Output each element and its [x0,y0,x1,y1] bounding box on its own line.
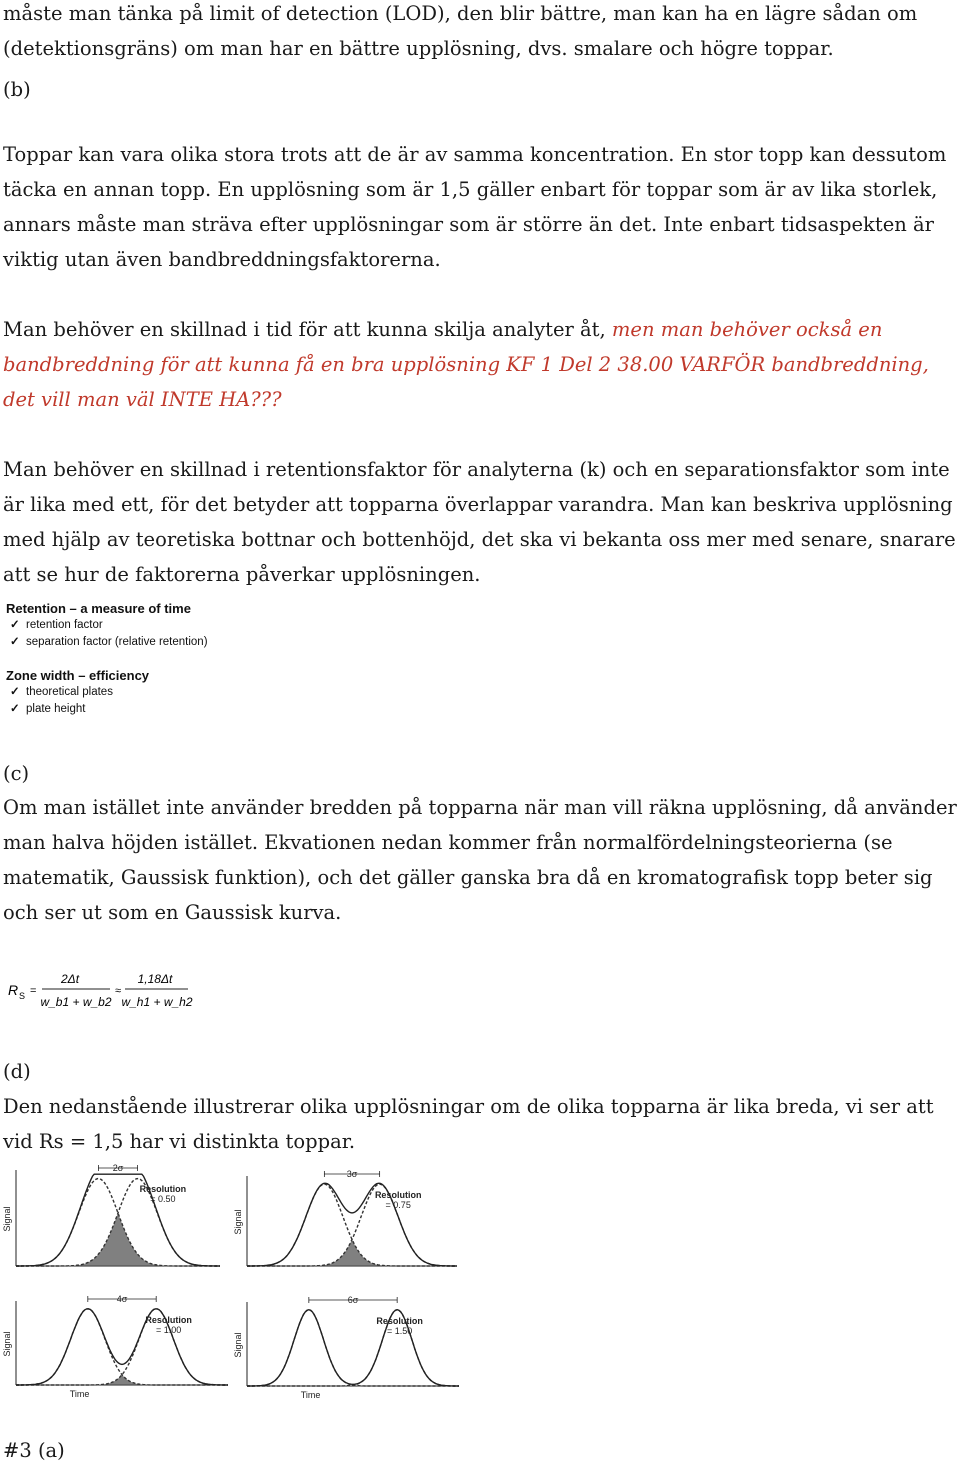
resolution-value: = 0.75 [385,1200,411,1210]
resolution-value: = 0.50 [150,1194,176,1204]
paragraph-peak-sizes: Toppar kan vara olika stora trots att de är av samma koncentration. En stor topp kan dessutom täcka en annan topp. En upplösning som är 1,5 gäller enbart för toppar som är av lika storlek, annars måste man sträva efter upplösningar som är större än det. Inte enbart tidsaspekten är viktig utan även bandbreddningsfaktorerna. [3,143,947,271]
resolution-label: Resolution [376,1316,423,1326]
resolution-label: Resolution [145,1315,192,1325]
paragraph-half-height: Om man istället inte använder bredden på topparna när man vill räkna upplösning, då använder man halva höjden istället. Ekvationen nedan kommer från normalfördelningsteorierna (se matematik, Gaussisk funktion), och det gäller ganska bra då en kromatografisk topp beter sig och ser ut som en Gaussisk kurva. [3,796,957,924]
resolution-value: = 1.00 [155,1325,182,1335]
check-icon: ✓ [10,619,20,631]
resolution-chart-150 [233,1292,463,1400]
separation-label: 4σ [116,1294,128,1304]
zone-width-item: ✓ theoretical plates [6,684,208,701]
separation-label: 6σ [347,1295,359,1305]
annotation-note: men man behöver också en bandbreddning för att kunna få en bra upplösning KF 1 Del 2 38.00 VARFÖR bandbreddning, det vill man väl INTE HA??? [3,318,929,411]
equation-lhs: R [8,982,19,998]
resolution-chart-050 [2,1160,224,1272]
zone-width-heading: Zone width – efficiency [6,668,150,683]
paragraph-text: Man behöver en skillnad i tid för att kunna skilja analyter åt, [3,318,612,341]
x-axis-label: Time [300,1390,321,1400]
equation-numerator-2: 1,18Δt [137,972,173,986]
peak-curve-2 [247,1310,459,1386]
peak-curve-1 [16,1309,228,1385]
retention-efficiency-figure [6,600,208,718]
resolution-chart-100 [2,1291,232,1399]
equation-equals: = [30,985,37,997]
check-icon: ✓ [10,636,20,648]
section-label-b: (b) [3,78,31,101]
resolution-label: Resolution [374,1190,422,1200]
y-axis-label: Signal [233,1332,243,1358]
section-label-d: (d) [3,1060,31,1083]
resolution-equation [8,970,198,1012]
check-icon: ✓ [10,686,20,698]
check-icon: ✓ [10,703,20,715]
y-axis-label: Signal [233,1209,243,1235]
zone-width-item: ✓ plate height [6,701,208,718]
resolution-label: Resolution [139,1184,187,1194]
equation-numerator-1: 2Δt [60,972,80,986]
resolution-chart-075 [233,1166,461,1272]
footer-label: #3 (a) [3,1439,65,1462]
separation-label: 2σ [112,1163,124,1173]
resolution-value: = 1.50 [386,1326,413,1336]
overlap-area [16,1213,220,1266]
paragraph-time-difference [3,312,957,417]
retention-heading: Retention – a measure of time [6,601,191,616]
equation-denominator-2: w_h1 + w_h2 [121,995,193,1009]
y-axis-label: Signal [2,1331,12,1357]
equation-denominator-1: w_b1 + w_b2 [40,995,112,1009]
y-axis-label: Signal [2,1206,12,1232]
equation-lhs-sub: S [19,991,26,1001]
section-label-c: (c) [3,762,30,785]
paragraph-lod: måste man tänka på limit of detection (LOD), den blir bättre, man kan ha en lägre sådan om (detektionsgräns) om man har en bättre upplösning, dvs. smalare och högre toppar. [3,2,918,60]
retention-item: ✓ retention factor [6,617,208,634]
separation-label: 3σ [346,1169,358,1179]
paragraph-resolution-illustration: Den nedanstående illustrerar olika upplösningar om de olika topparna är lika breda, vi ser att vid Rs = 1,5 har vi distinkta toppar. [3,1095,934,1153]
peak-curve-1 [247,1310,459,1386]
retention-item: ✓ separation factor (relative retention) [6,634,208,651]
signal-curve [247,1310,459,1386]
x-axis-label: Time [69,1389,90,1399]
paragraph-retention-factor: Man behöver en skillnad i retentionsfaktor för analyterna (k) och en separationsfaktor som inte är lika med ett, för det betyder att topparna överlappar varandra. Man kan beskriva upplösning med hjälp av teoretiska bottnar och bottenhöjd, det ska vi bekanta oss mer med senare, snarare att se hur de faktorerna påverkar upplösningen. [3,458,956,586]
equation-approx: ≈ [115,985,122,997]
